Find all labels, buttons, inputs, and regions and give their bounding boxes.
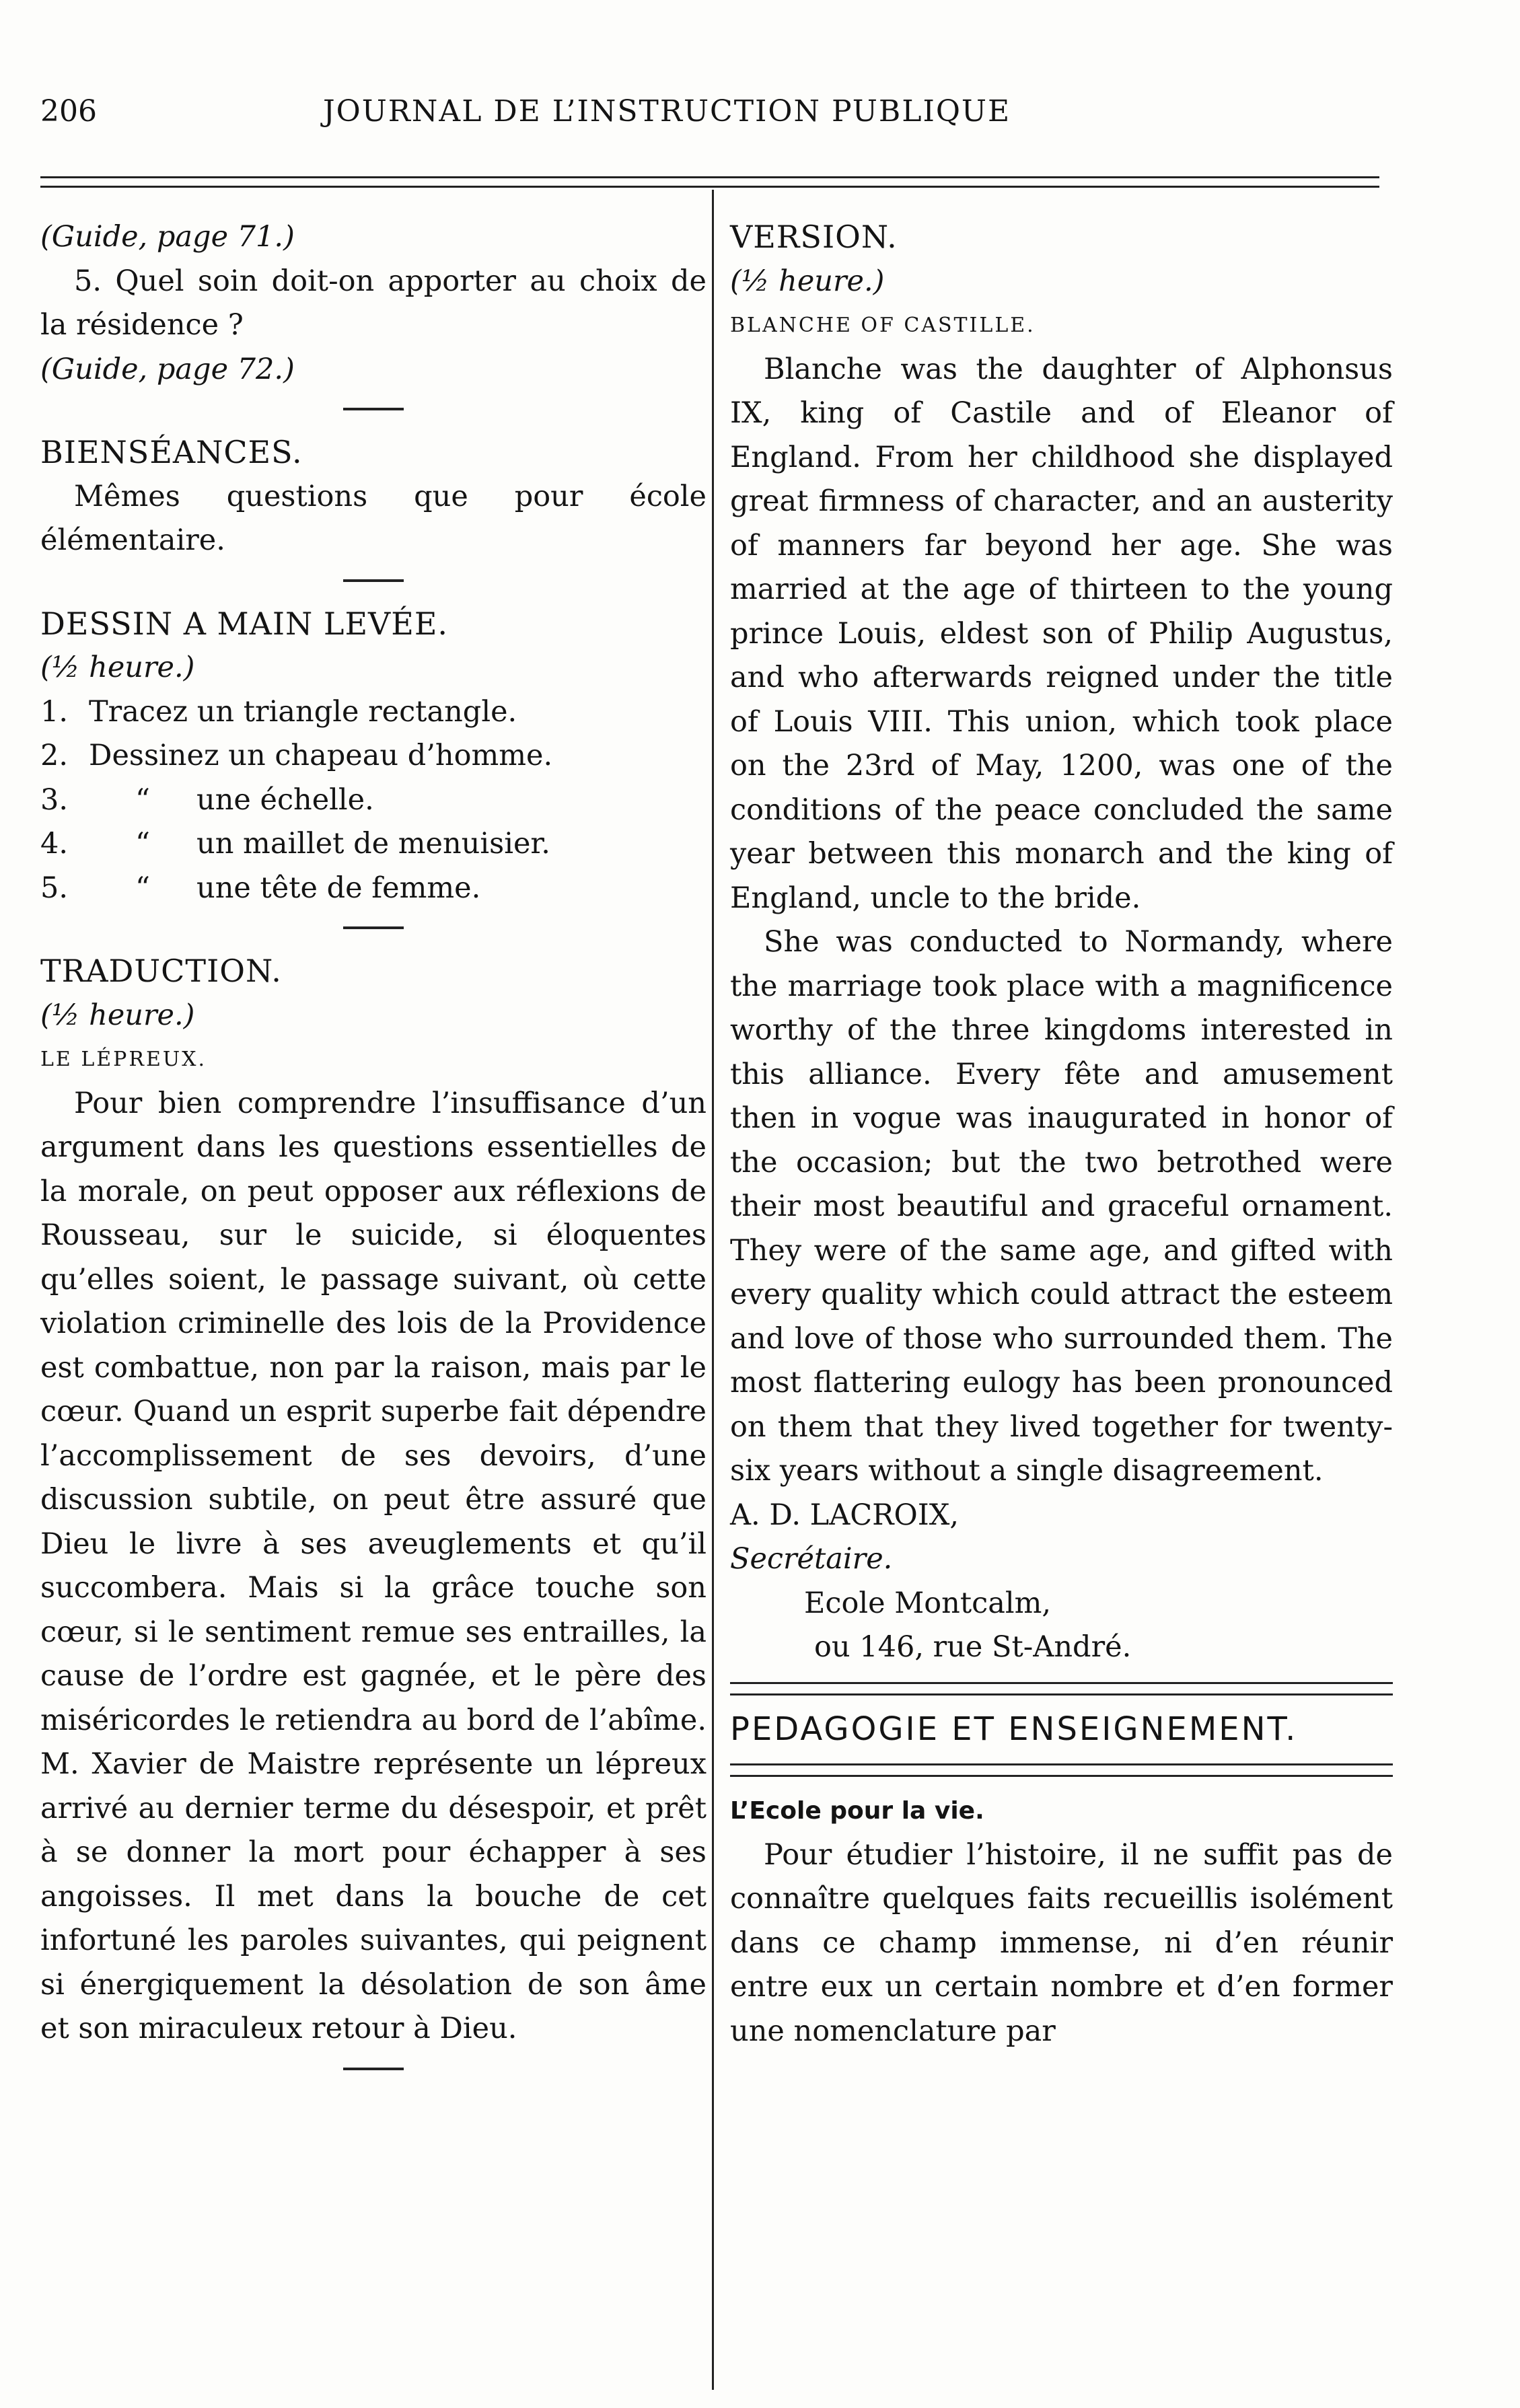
bienseances-text: Mêmes questions que pour école élémentaire. xyxy=(40,479,707,557)
question-5: 5. Quel soin doit-on apporter au choix de la résidence ? xyxy=(40,264,707,342)
signature-name: A. D. LACROIX, xyxy=(730,1498,960,1532)
traduction-text: Pour bien comprendre l’insuffisance d’un argument dans les questions essentielles de la morale, on peut opposer aux réflexions de Rousseau, sur le suicide, si éloquentes qu’elles soient, le passage suivant, où cette violation criminelle des lois de la Providence est combattue, non par la raison, mais par le cœur. Quand un esprit superbe fait dépendre l’accomplissement de ses devoirs, d’une discussion subtile, on peut être assuré que Dieu le livre à ses aveuglements et qu’il succombera. Mais si la grâce touche son cœur, si le sentiment remue ses entrailles, la cause de l’ordre est gagnée, et le père des miséricordes le retiendra au bord de l’abîme. M. Xavier de Maistre représente un lépreux arrivé au dernier terme du désespoir, et prêt à se donner la mort pour échapper à ses angoisses. Il met dans la bouche de cet infortuné les paroles suivantes, qui peignent si énergiquement la désolation de son âme et son miraculeux retour à Dieu. xyxy=(40,1086,707,2045)
article-text: Pour étudier l’histoire, il ne suffit pas de connaître quelques faits recueillis isolément dans ce champ immense, ni d’en réunir entre eux un certain nombre et d’en former une nomenclature par xyxy=(730,1837,1393,2048)
section-heading-pedagogie: PEDAGOGIE ET ENSEIGNEMENT. xyxy=(730,1710,1298,1748)
article-title: L’Ecole pour la vie. xyxy=(730,1797,984,1825)
section-heading-traduction: TRADUCTION. xyxy=(40,953,282,989)
section-heading-dessin: DESSIN A MAIN LEVÉE. xyxy=(40,605,449,642)
version-paragraph-2: She was conducted to Normandy, where the marriage took place with a magnificence worthy of the three kingdoms interested in this alliance. Every fête and amusement then in vogue was inaugurated in honor of the occasion; but the two betrothed were their most beautiful and graceful ornament. They were of the same age, and gifted with every quality which could attract the esteem and love of those who surrounded them. The most flattering eulogy has been pronounced on them that they lived together for twenty-six years without a single disagreement. xyxy=(730,925,1393,1488)
time-allotment: (½ heure.) xyxy=(40,998,195,1032)
right-column xyxy=(730,215,1393,2053)
list-item: 2. Dessinez un chapeau d’homme. xyxy=(40,739,553,772)
running-title: JOURNAL DE L’INSTRUCTION PUBLIQUE xyxy=(323,94,1011,129)
list-item: 1. Tracez un triangle rectangle. xyxy=(40,694,517,729)
ditto-mark: “ xyxy=(135,871,150,905)
section-dash xyxy=(343,2068,404,2070)
section-double-rule xyxy=(730,1682,1393,1695)
address-line-1: Ecole Montcalm, xyxy=(804,1586,1052,1620)
section-heading-version: VERSION. xyxy=(730,219,898,255)
drawing-task-list xyxy=(40,690,707,911)
time-allotment: (½ heure.) xyxy=(40,651,195,684)
version-subtitle: BLANCHE OF CASTILLE. xyxy=(730,314,1036,337)
list-item: 5. “ une tête de femme. xyxy=(40,867,707,911)
header-rule-bottom xyxy=(40,186,1379,188)
section-dash xyxy=(343,408,404,410)
list-item: 4. “ un maillet de menuisier. xyxy=(40,822,707,867)
traduction-subtitle: LE LÉPREUX. xyxy=(40,1048,207,1071)
ditto-mark: “ xyxy=(135,827,150,861)
section-dash xyxy=(343,579,404,582)
address-line-2: ou 146, rue St-André. xyxy=(814,1630,1132,1664)
page-number: 206 xyxy=(40,94,97,129)
signature-role: Secrétaire. xyxy=(730,1542,893,1576)
left-column xyxy=(40,215,707,2090)
guide-reference: (Guide, page 71.) xyxy=(40,220,295,254)
section-heading-bienseances: BIENSÉANCES. xyxy=(40,434,303,470)
section-dash xyxy=(343,926,404,929)
column-divider xyxy=(712,190,714,2390)
time-allotment: (½ heure.) xyxy=(730,264,885,298)
section-double-rule xyxy=(730,1763,1393,1777)
page-header xyxy=(40,94,1386,141)
guide-reference: (Guide, page 72.) xyxy=(40,352,295,386)
ditto-mark: “ xyxy=(135,782,150,817)
header-rule-top xyxy=(40,176,1379,178)
version-paragraph-1: Blanche was the daughter of Alphonsus IX, king of Castile and of Eleanor of England. From her childhood she displayed great firmness of character, and an austerity of manners far beyond her age. She was married at the age of thirteen to the young prince Louis, eldest son of Philip Augustus, and who afterwards reigned under the title of Louis VIII. This union, which took place on the 23rd of May, 1200, was one of the conditions of the peace concluded the same year between this monarch and the king of England, uncle to the bride. xyxy=(730,352,1393,915)
list-item: 3. “ une échelle. xyxy=(40,778,707,823)
